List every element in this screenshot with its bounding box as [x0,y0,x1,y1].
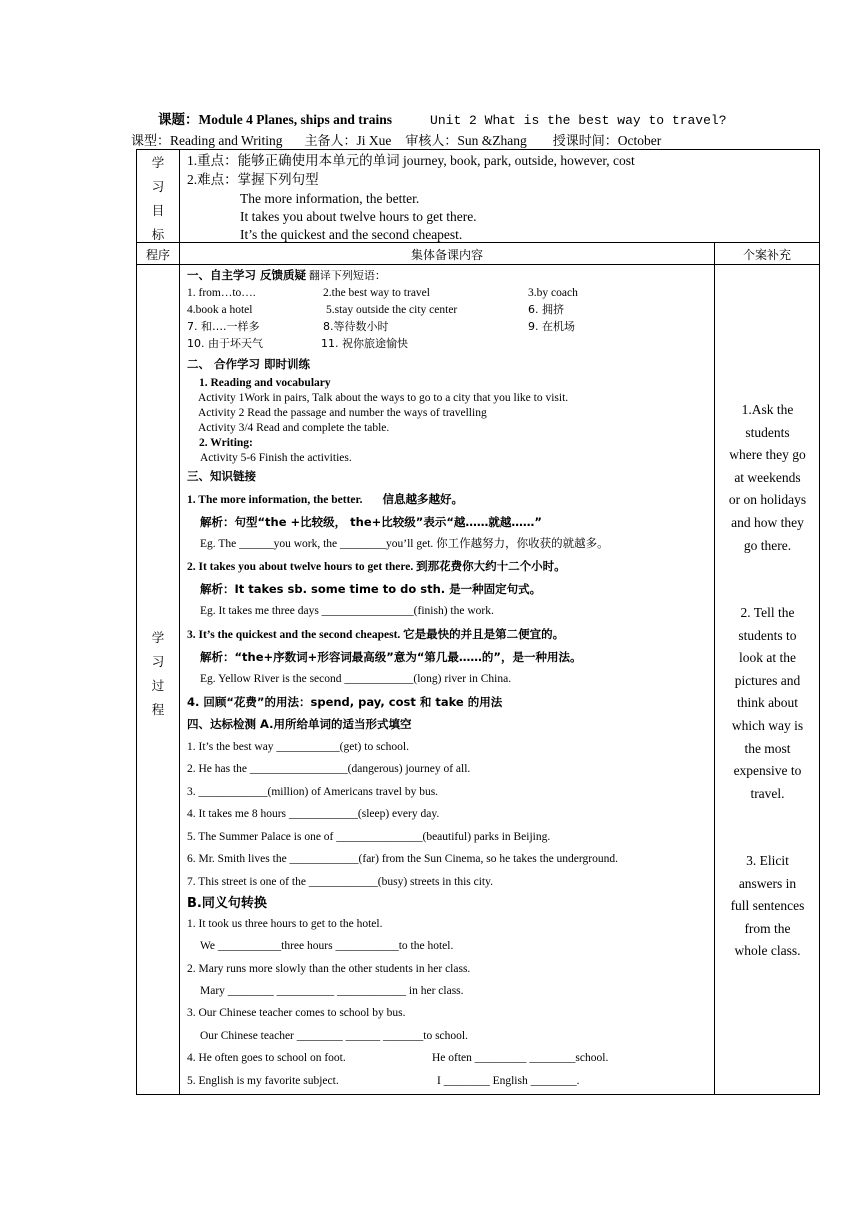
writing-title: 2. Writing: [199,437,253,449]
side-note-line: where they go [729,447,806,463]
transform-item: 1. It took us three hours to get to the hotel. [187,918,383,930]
spend-line: 4. 回顾“花费”的用法：spend, pay, cost 和 take 的用法 [187,695,503,709]
side-note-line: or on holidays [728,492,807,508]
reading-title: 1. Reading and vocabulary [199,377,331,389]
side-note-line: 1.Ask the [741,402,794,417]
process-label-char: 习 [151,654,165,669]
process-label-char: 过 [151,678,165,693]
table-border-right [819,149,820,1095]
author-value: Ji Xue [356,133,392,148]
goals-label-char: 目 [151,203,165,218]
transform-answer: I ________ English ________. [437,1075,580,1087]
side-note-1 [717,399,818,557]
phrase: 10. 由于坏天气 [187,337,263,350]
side-note-3 [717,850,818,963]
phrase: 11. 祝你旅途愉快 [321,337,408,350]
fill-item: 6. Mr. Smith lives the ____________(far) from the Sun Cinema, so he takes the underground. [187,853,618,865]
knowledge-explain: 解析：句型“the +比较级， the+比较级”表示“越……就越……” [200,515,542,529]
knowledge-head [187,492,463,507]
side-note-line: students [745,424,790,440]
side-note-line: answers in [738,875,797,891]
goals-label [137,151,179,247]
knowledge-head-cn: 到那花费你大约十二个小时。 [416,559,566,573]
goal-sentence: The more information, the better. [240,191,420,206]
module-title: Module 4 Planes, ships and trains [198,112,393,127]
writing-activity: Activity 5-6 Finish the activities. [200,452,352,464]
difficulty: 2.难点：掌握下列句型 [187,172,319,187]
side-note-line: from the [744,920,791,936]
transform-answer: He often _________ ________school. [432,1052,609,1064]
knowledge-example: Eg. It takes me three days ________________(finish) the work. [200,605,494,617]
time-label: 授课时间： [552,134,618,149]
knowledge-head [187,627,564,642]
phrase: 1. from…to…. [187,287,256,299]
side-note-line: think about [736,695,799,711]
table-border-top [136,149,820,150]
section4-title: 四、达标检测 A.用所给单词的适当形式填空 [187,717,412,731]
transform-item: 4. He often goes to school on foot. [187,1052,346,1064]
col-header-supplement: 个案补充 [742,248,791,262]
goal-sentence: It’s the quickest and the second cheapest. [240,227,463,242]
phrase: 2.the best way to travel [323,287,430,299]
phrase: 5.stay outside the city center [326,304,458,316]
activity-item: Activity 3/4 Read and complete the table. [198,422,390,434]
knowledge-head [187,559,566,574]
transform-item: 5. English is my favorite subject. [187,1075,339,1087]
table-divider-col2 [714,242,715,1094]
side-note-line: pictures and [734,672,801,688]
table-divider-col1 [179,149,180,1095]
table-divider-goals [136,242,820,243]
process-label-char: 程 [151,702,165,717]
side-note-line: whole class. [734,943,801,959]
side-note-line: expensive to [733,763,802,779]
side-note-line: which way is [731,717,804,733]
knowledge-explain: 解析：“the+序数词+形容词最高级”意为“第几最……的”，是一种用法。 [200,650,582,664]
fill-item: 7. This street is one of the ____________(busy) streets in this city. [187,876,493,888]
side-note-line: the most [744,740,791,756]
side-note-line: 3. Elicit [746,853,789,868]
fill-item: 2. He has the _________________(dangerous) journey of all. [187,763,471,775]
table-border-bottom [136,1094,820,1095]
knowledge-head-cn: 它是最快的并且是第二便宜的。 [403,627,565,641]
sectionB-title: B.同义句转换 [187,896,267,911]
knowledge-head-en: 3. It’s the quickest and the second cheapest. [187,629,401,641]
knowledge-head-en: 1. The more information, the better. [187,494,363,506]
phrase: 3.by coach [528,287,578,299]
title-line [158,108,860,128]
knowledge-head-cn: 信息越多越好。 [382,492,463,506]
col-header-content: 集体备课内容 [410,248,483,262]
author-label: 主备人： [304,134,357,149]
table-border-left [136,149,137,1095]
activity-item: Activity 2 Read the passage and number the ways of travelling [198,407,487,419]
knowledge-explain: 解析：It takes sb. some time to do sth. 是一种固定句式。 [200,582,542,596]
transform-answer: Mary ________ __________ ____________ in her class. [200,985,464,997]
side-note-2 [717,602,818,805]
meta-line [131,130,860,149]
section3-title: 三、知识链接 [187,469,256,483]
phrase: 7. 和….一样多 [187,320,260,333]
type-label: 课型： [131,134,171,149]
knowledge-example: Eg. Yellow River is the second ____________(long) river in China. [200,673,512,685]
goals-label-char: 学 [151,155,165,170]
knowledge-example: Eg. The ______you work, the ________you’ll get. 你工作越努力，你收获的就越多。 [200,538,609,550]
process-label [137,626,179,722]
type-value: Reading and Writing [170,133,283,148]
transform-answer: Our Chinese teacher ________ ______ _______to school. [200,1030,468,1042]
fill-item: 4. It takes me 8 hours ____________(sleep) every day. [187,808,440,820]
time-value: October [617,133,662,148]
fill-item: 5. The Summer Palace is one of _______________(beautiful) parks in Beijing. [187,831,551,843]
side-note-line: full sentences [730,898,805,914]
side-note-line: look at the [739,650,796,666]
section1-title: 一、自主学习 反馈质疑 [187,268,307,282]
side-note-line: at weekends [734,469,801,485]
key-points: 1.重点：能够正确使用本单元的单词 journey, book, park, outside, however, cost [187,153,635,168]
transform-item: 2. Mary runs more slowly than the other students in her class. [187,963,471,975]
fill-item: 3. ____________(million) of Americans travel by bus. [187,786,439,798]
side-note-line: go there. [743,537,792,553]
section1-sub: 翻译下列短语： [308,269,386,282]
phrase: 4.book a hotel [187,304,253,316]
process-label-char: 学 [151,630,165,645]
transform-item: 3. Our Chinese teacher comes to school by bus. [187,1007,406,1019]
side-note-line: and how they [731,514,804,530]
table-divider-header [136,264,820,265]
side-note-line: travel. [750,785,785,801]
fill-item: 1. It’s the best way ___________(get) to school. [187,741,409,753]
activity-item: Activity 1Work in pairs, Talk about the ways to go to a city that you like to visit. [198,392,569,404]
unit-title: Unit 2 What is the best way to travel? [430,113,727,128]
goals-label-char: 习 [151,179,165,194]
reviewer-value: Sun &Zhang [457,133,527,148]
side-note-line: students to [738,627,797,643]
knowledge-head-en: 2. It takes you about twelve hours to get there. [187,561,414,573]
phrase: 8.等待数小时 [323,320,389,333]
section1-heading [187,268,386,283]
phrase: 6. 拥挤 [528,303,564,316]
transform-answer: We ___________three hours ___________to the hotel. [200,940,454,952]
phrase: 9. 在机场 [528,320,575,333]
col-header-procedure: 程序 [145,248,170,262]
section2-title: 二、 合作学习 即时训练 [187,357,311,371]
reviewer-label: 审核人： [405,134,458,149]
goals-label-char: 标 [151,227,165,242]
title-label: 课题： [158,112,199,127]
side-note-line: 2. Tell the [740,605,795,620]
goal-sentence: It takes you about twelve hours to get there. [240,209,477,224]
